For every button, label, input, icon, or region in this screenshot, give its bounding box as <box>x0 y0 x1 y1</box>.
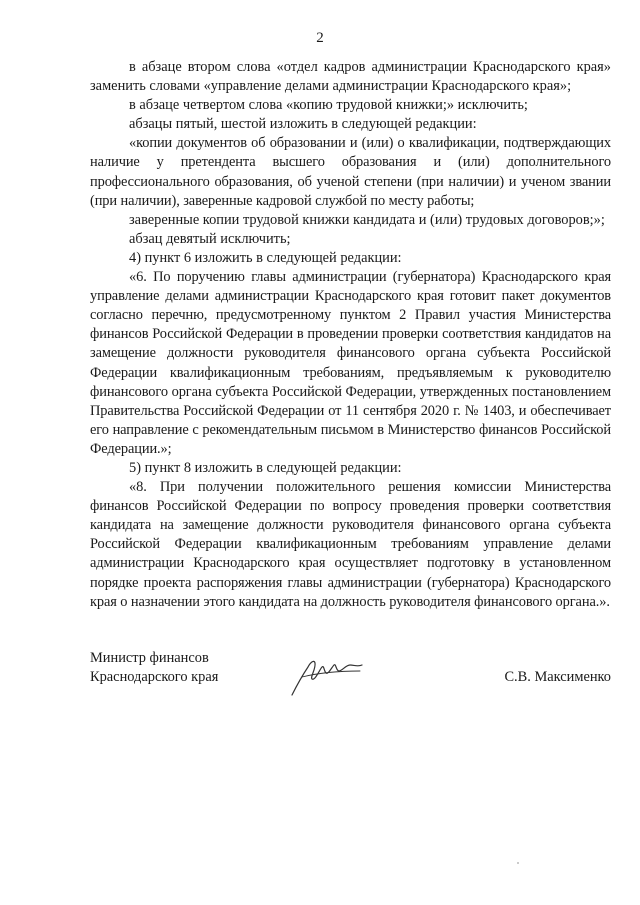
paragraph: 4) пункт 6 изложить в следующей редакции: <box>129 249 402 266</box>
handwritten-signature-icon <box>288 643 368 703</box>
page-number: 2 <box>316 30 324 46</box>
paragraph: «6. По поручению главы администрации (губернатора) Краснодарского края управление делами администрации Краснодарского края готовит пакет документов согласно перечню, предусмотренному пунктом 2 Правил участия Министерства финансов Российской Федерации в проведении проверки соответствия кандидатов на замещение должности руководителя финансового органа субъекта Российской Федерации квалификационным требованиям, предъявляемым к руководителю финансового органа субъекта Российской Федерации, утвержденных постановлением Правительства Российской Федерации от 11 сентября 2020 г. № 1403, и обеспечивает его направление с рекомендательным письмом в Министерство финансов Российской Федерации.»; <box>90 269 611 457</box>
paragraph: в абзаце втором слова «отдел кадров администрации Краснодарского края» заменить словами «управление делами администрации Краснодарского края»; <box>90 59 611 95</box>
paragraph: «8. При получении положительного решения комиссии Министерства финансов Российской Федерации по вопросу проведения проверки соответствия кандидата на замещение должности руководителя финансового органа субъекта Российской Федерации квалификационным требованиям управление делами администрации Краснодарского края осуществляет подготовку в установленном порядке проекта распоряжения главы администрации (губернатора) Краснодарского края о назначении этого кандидата на должность руководителя финансового органа.». <box>90 479 611 610</box>
paragraph: 5) пункт 8 изложить в следующей редакции: <box>129 459 402 476</box>
signatory-name: С.В. Максименко <box>504 669 611 685</box>
document-body <box>90 58 611 612</box>
paragraph: «копии документов об образовании и (или) о квалификации, подтверждающих наличие у претендента высшего образования и (или) дополнительного профессионального образования, об ученой степени (при наличии) и ученом звании (при наличии), заверенные кадровой службой по месту работы; <box>90 135 611 209</box>
paragraph: заверенные копии трудовой книжки кандидата и (или) трудовых договоров;»; <box>129 211 605 228</box>
paragraph: в абзаце четвертом слова «копию трудовой книжки;» исключить; <box>129 97 528 114</box>
signatory-title <box>90 649 218 687</box>
signatory-title-line: Министр финансов <box>90 650 209 666</box>
signature-block <box>90 649 611 709</box>
scan-speck <box>517 862 519 864</box>
paragraph: абзац девятый исключить; <box>129 230 291 247</box>
signatory-title-line: Краснодарского края <box>90 669 219 685</box>
paragraph: абзацы пятый, шестой изложить в следующей редакции: <box>129 116 477 133</box>
